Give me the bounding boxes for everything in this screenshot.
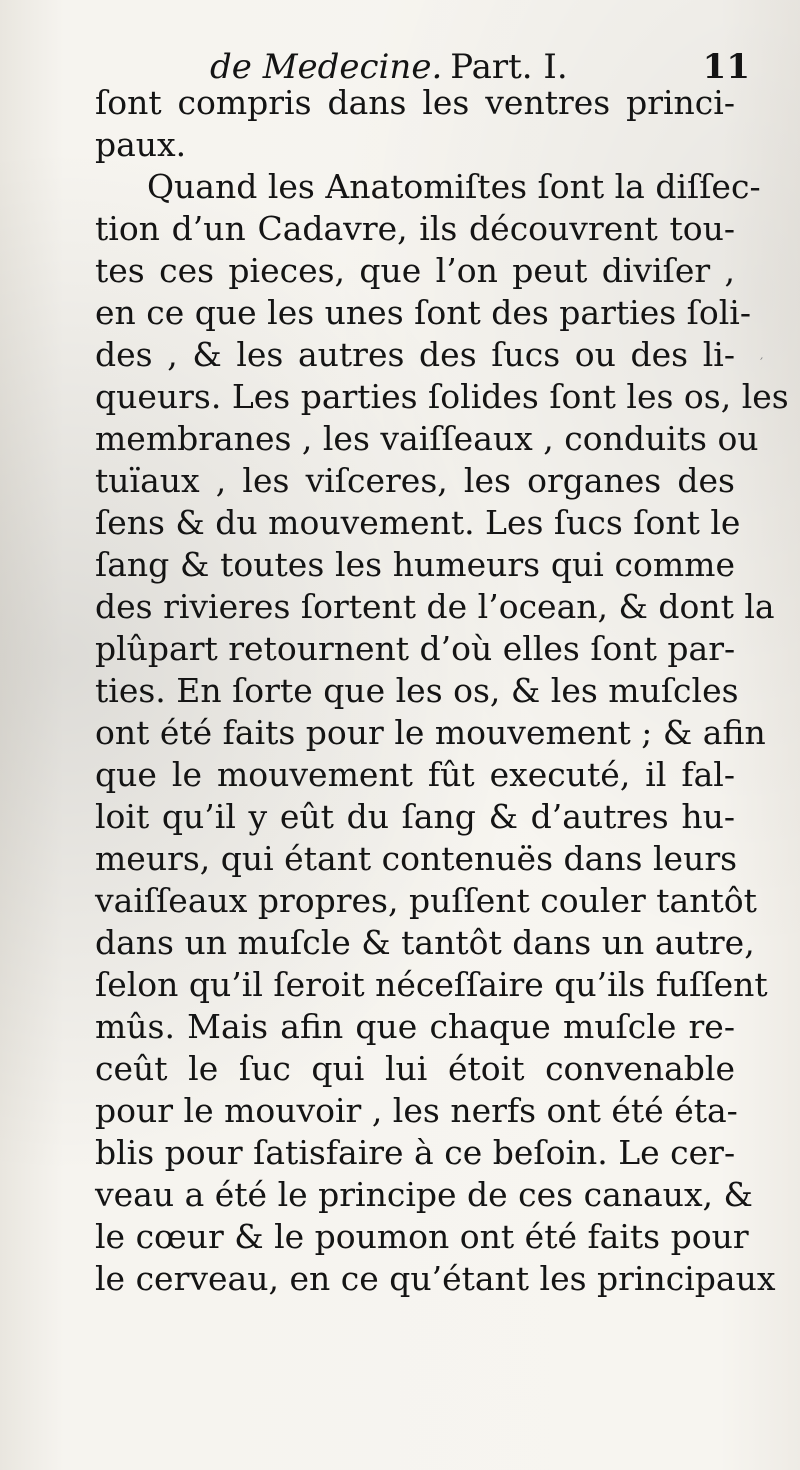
text-line: tuïaux , les viſceres, les organes des — [95, 461, 735, 500]
text-line: ceût le ſuc qui lui étoit convenable — [95, 1049, 735, 1088]
text-line: plûpart retournent d’où elles ſont par- — [95, 629, 736, 668]
text-line: membranes , les vaiſſeaux , conduits ou — [95, 419, 759, 458]
text-line: ſont compris dans les ventres princi- — [95, 83, 735, 122]
text-line: ont été faits pour le mouvement ; & afin — [95, 713, 766, 752]
text-line: que le mouvement fût executé, il fal- — [95, 755, 735, 794]
text-line: tion d’un Cadavre, ils découvrent tou- — [95, 209, 735, 248]
page-number: 11 — [702, 47, 750, 87]
text-line: mûs. Mais afin que chaque muſcle re- — [95, 1007, 735, 1046]
text-line: ſens & du mouvement. Les ſucs ſont le — [95, 503, 741, 542]
text-line: paux. — [95, 125, 187, 164]
text-line: dans un muſcle & tantôt dans un autre, — [95, 923, 755, 962]
text-line: queurs. Les parties ſolides ſont les os, les — [95, 377, 789, 416]
text-line: en ce que les unes ſont des parties ſoli- — [95, 293, 751, 332]
text-line: Quand les Anatomiſtes ſont la diſſec- — [147, 167, 761, 206]
running-head-part: Part. I. — [450, 47, 568, 87]
text-line: blis pour ſatisfaire à ce beſoin. Le cer- — [95, 1133, 736, 1172]
text-line: ties. En ſorte que les os, & les muſcles — [95, 671, 739, 710]
margin-speck: ′ — [760, 356, 764, 372]
text-line: veau a été le principe de ces canaux, & — [95, 1175, 753, 1214]
body-text — [95, 82, 789, 1300]
text-line: pour le mouvoir , les nerfs ont été éta- — [95, 1091, 738, 1130]
text-line: le cerveau, en ce qu’étant les principaux — [95, 1259, 776, 1298]
text-line: le cœur & le poumon ont été faits pour — [95, 1217, 749, 1256]
text-line: des , & les autres des ſucs ou des li- — [95, 335, 735, 374]
text-line: loit qu’il y eût du ſang & d’autres hu- — [95, 797, 735, 836]
running-head-title: de Medecine. — [210, 47, 443, 87]
text-line: ſang & toutes les humeurs qui comme — [95, 545, 735, 584]
text-line: des rivieres ſortent de l’ocean, & dont la — [95, 587, 775, 626]
text-line: tes ces pieces, que l’on peut diviſer , — [95, 251, 735, 290]
text-line: vaiſſeaux propres, puſſent couler tantôt — [95, 881, 757, 920]
text-line: meurs, qui étant contenuës dans leurs — [95, 839, 738, 878]
text-line: ſelon qu’il ſeroit néceſſaire qu’ils fuſſent — [95, 965, 768, 1004]
